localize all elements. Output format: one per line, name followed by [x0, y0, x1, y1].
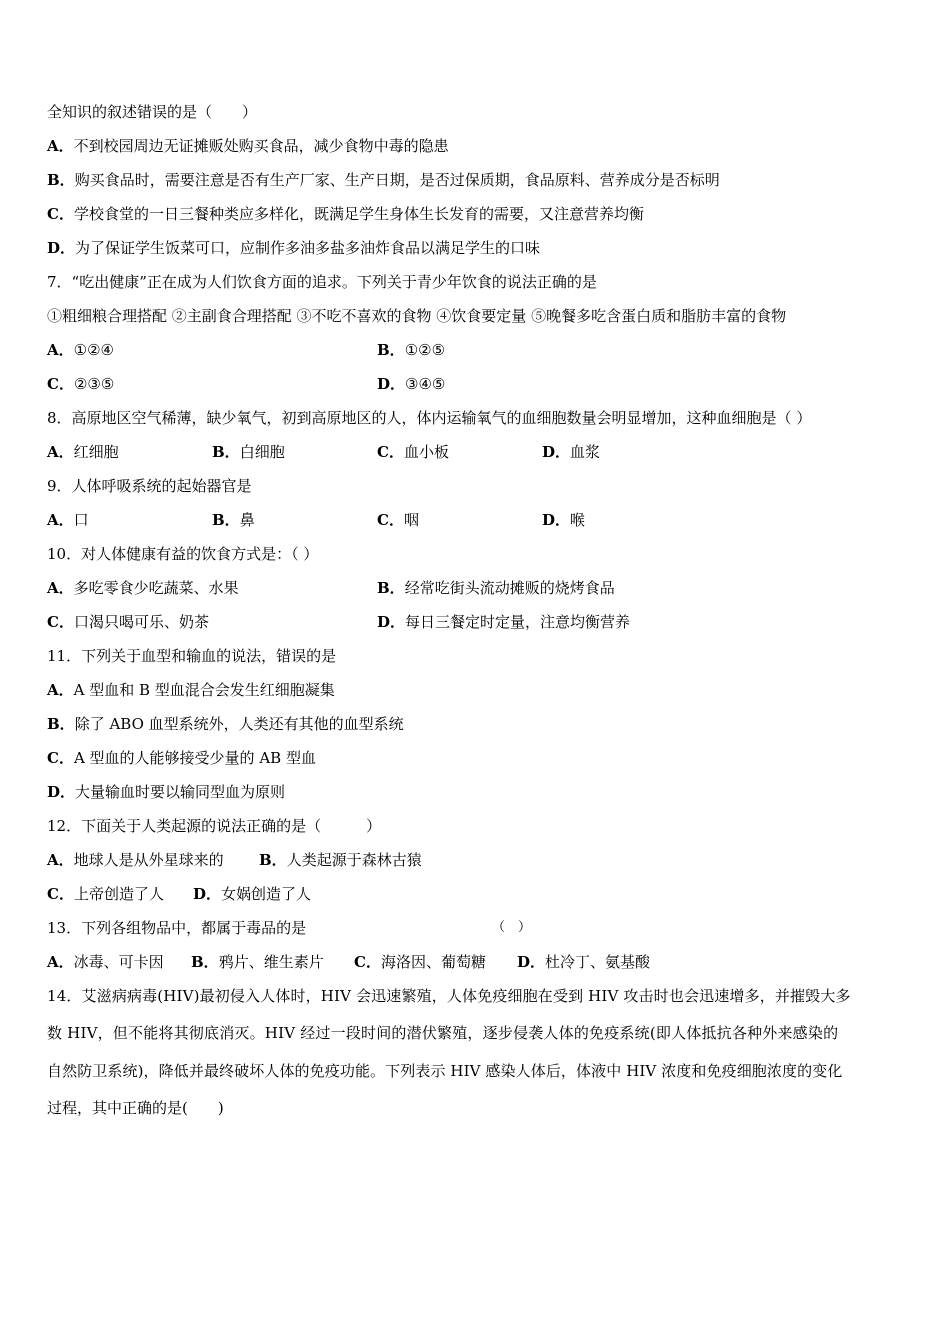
q9-option-a: A．口: [47, 511, 89, 529]
q9-option-b: B．鼻: [212, 511, 255, 529]
q14-line-4: 过程，其中正确的是( ): [47, 1099, 224, 1117]
q8-option-b: B．白细胞: [212, 443, 285, 461]
q12-option-d: D．女娲创造了人: [193, 885, 312, 903]
q12-stem: 12．下面关于人类起源的说法正确的是（ ）: [47, 817, 382, 835]
q6-option-b: B．购买食品时，需要注意是否有生产厂家、生产日期，是否过保质期，食品原料、营养成分是否标明: [47, 171, 720, 189]
q11-option-c: C．A 型血的人能够接受少量的 AB 型血: [47, 749, 316, 767]
q14-line-3: 自然防卫系统)，降低并最终破坏人体的免疫功能。下列表示 HIV 感染人体后，体液中 HIV 浓度和免疫细胞浓度的变化: [47, 1062, 843, 1080]
q13-answer-paren: （ ）: [492, 920, 532, 935]
q12-option-c: C．上帝创造了人: [47, 885, 164, 903]
q10-option-b: B．经常吃街头流动摊贩的烧烤食品: [377, 579, 615, 597]
q8-option-a: A．红细胞: [47, 443, 119, 461]
q14-line-1: 14．艾滋病病毒(HIV)最初侵入人体时，HIV 会迅速繁殖，人体免疫细胞在受到 HIV 攻击时也会迅速增多，并摧毁大多: [47, 987, 851, 1005]
q7-option-d: D．③④⑤: [377, 375, 446, 393]
q10-option-a: A．多吃零食少吃蔬菜、水果: [47, 579, 239, 597]
q8-option-c: C．血小板: [377, 443, 449, 461]
q10-option-d: D．每日三餐定时定量，注意均衡营养: [377, 613, 631, 631]
q6-option-d: D．为了保证学生饭菜可口，应制作多油多盐多油炸食品以满足学生的口味: [47, 239, 541, 257]
q7-option-a: A．①②④: [47, 341, 114, 359]
q9-option-c: C．咽: [377, 511, 419, 529]
q11-option-b: B．除了 ABO 血型系统外，人类还有其他的血型系统: [47, 715, 404, 733]
q14-line-2: 数 HIV，但不能将其彻底消灭。HIV 经过一段时间的潜伏繁殖，逐步侵袭人体的免疫系统(即人体抵抗各种外来感染的: [47, 1024, 839, 1042]
q13-option-a: A．冰毒、可卡因: [47, 953, 164, 971]
q10-stem: 10．对人体健康有益的饮食方式是：（ ）: [47, 545, 319, 563]
q11-option-d: D．大量输血时要以输同型血为原则: [47, 783, 286, 801]
q9-stem: 9．人体呼吸系统的起始器官是: [47, 477, 252, 495]
q8-option-d: D．血浆: [542, 443, 601, 461]
q6-stem-tail: 全知识的叙述错误的是（ ）: [47, 103, 258, 121]
q13-option-b: B．鸦片、维生素片: [191, 953, 324, 971]
q9-option-d: D．喉: [542, 511, 586, 529]
q13-stem: 13．下列各组物品中，都属于毒品的是: [47, 919, 307, 937]
q7-items: ①粗细粮合理搭配 ②主副食合理搭配 ③不吃不喜欢的食物 ④饮食要定量 ⑤晚餐多吃含蛋白质和脂肪丰富的食物: [47, 307, 787, 325]
q13-option-d: D．杜冷丁、氨基酸: [517, 953, 651, 971]
q7-stem: 7．“吃出健康”正在成为人们饮食方面的追求。下列关于青少年饮食的说法正确的是: [47, 273, 597, 291]
q12-option-b: B．人类起源于森林古猿: [259, 851, 422, 869]
q11-option-a: A．A 型血和 B 型血混合会发生红细胞凝集: [47, 681, 335, 699]
q7-option-c: C．②③⑤: [47, 375, 115, 393]
q6-option-c: C．学校食堂的一日三餐种类应多样化，既满足学生身体生长发育的需要，又注意营养均衡: [47, 205, 644, 223]
q6-option-a: A．不到校园周边无证摊贩处购买食品，减少食物中毒的隐患: [47, 137, 449, 155]
q13-option-c: C．海洛因、葡萄糖: [354, 953, 486, 971]
q8-stem: 8．高原地区空气稀薄，缺少氧气，初到高原地区的人，体内运输氧气的血细胞数量会明显增加，这种血细胞是（ ）: [47, 409, 812, 427]
q11-stem: 11．下列关于血型和输血的说法，错误的是: [47, 647, 337, 665]
q10-option-c: C．口渴只喝可乐、奶茶: [47, 613, 209, 631]
q12-option-a: A．地球人是从外星球来的: [47, 851, 224, 869]
q7-option-b: B．①②⑤: [377, 341, 446, 359]
